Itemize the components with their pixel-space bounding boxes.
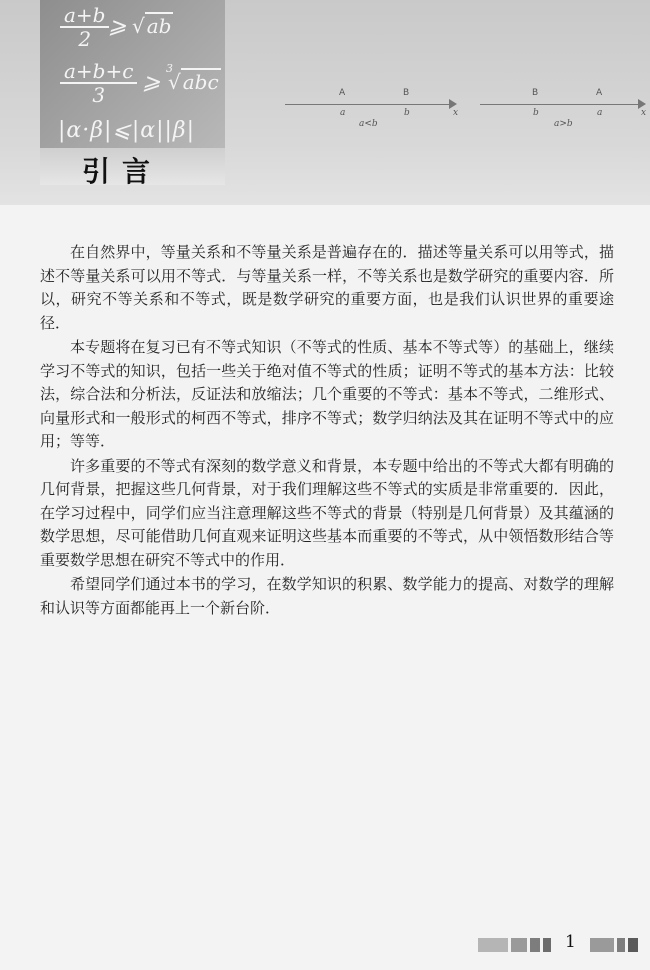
number-line-caption: a>b [554,119,573,129]
am-gm-3-root: √ abc [168,70,219,94]
footer-bar-segment [617,938,625,952]
number-line-caption: a<b [359,119,378,129]
axis-label: x [641,108,647,118]
am-gm-2-root: √ ab [132,14,172,38]
paragraph: 在自然界中，等量关系和不等量关系是普遍存在的．描述等量关系可以用等式，描述不等量关系可以用不等式．与等量关系一样，不等关系也是数学研究的重要内容．所以，研究不等关系和不等式，既是数学研究的重要方面，也是我们认识世界的重要途径． [40,243,614,332]
am-gm-3-numerator: a+b+c [60,60,137,84]
am-gm-2-radicand: ab [146,14,172,38]
point-upper-label: A [339,88,346,98]
axis-label: x [453,108,459,118]
point-upper-label: B [403,88,410,98]
am-gm-3-radicand: abc [182,70,219,94]
section-title: 引言 [82,155,163,188]
footer-bar-segment [478,938,508,952]
point-upper-label: B [532,88,539,98]
point-lower-label: a [597,108,603,118]
footer-bar-left [478,938,558,952]
point-lower-label: b [533,108,539,118]
number-line-axis [285,104,451,105]
paragraph: 许多重要的不等式有深刻的数学意义和背景，本专题中给出的不等式大都有明确的几何背景，把握这些几何背景，对于我们理解这些不等式的实质是非常重要的．因此，在学习过程中，同学们应当注意理解这些不等式的背景（特别是几何背景）及其蕴涵的数学思想，尽可能借助几何直观来证明这些基本而重要的不等式，从中领悟数形结合等重要数学思想在研究不等式中的作用． [40,456,614,569]
cauchy-inequality: |α·β|⩽|α||β| [58,118,196,143]
am-gm-3-relation: ⩾ [142,70,161,95]
paragraph: 希望同学们通过本书的学习，在数学知识的积累、数学能力的提高、对数学的理解和认识等方面都能再上一个新台阶． [40,575,614,617]
footer-bar-segment [543,938,551,952]
footer-bar-segment [628,938,638,952]
number-line-a-greater-b [480,88,650,128]
page-number: 1 [565,932,576,952]
intro-body [40,241,614,621]
am-gm-2-denominator: 2 [78,27,92,51]
am-gm-3-fraction [60,60,137,106]
point-lower-label: b [404,108,410,118]
paragraph: 本专题将在复习已有不等式知识（不等式的性质、基本不等式等）的基础上，继续学习不等式的知识，包括一些关于绝对值不等式的性质；证明不等式的基本方法：比较法，综合法和分析法，反证法和放缩法；几个重要的不等式：基本不等式，二维形式、向量形式和一般形式的柯西不等式，排序不等式；数学归纳法及其在证明不等式中的应用；等等． [40,338,614,450]
footer-bar-segment [511,938,527,952]
am-gm-2-fraction [60,4,109,50]
am-gm-2-relation: ⩾ [108,14,127,39]
footer-bar-segment [590,938,614,952]
am-gm-2-numerator: a+b [60,4,109,28]
point-upper-label: A [596,88,603,98]
number-line-a-less-b [285,88,460,128]
am-gm-3-denominator: 3 [92,83,106,107]
footer-bar-segment [530,938,540,952]
footer-bar-right [590,938,640,952]
am-gm-3-root-index: 3 [166,62,173,75]
number-line-axis [480,104,640,105]
point-lower-label: a [340,108,346,118]
